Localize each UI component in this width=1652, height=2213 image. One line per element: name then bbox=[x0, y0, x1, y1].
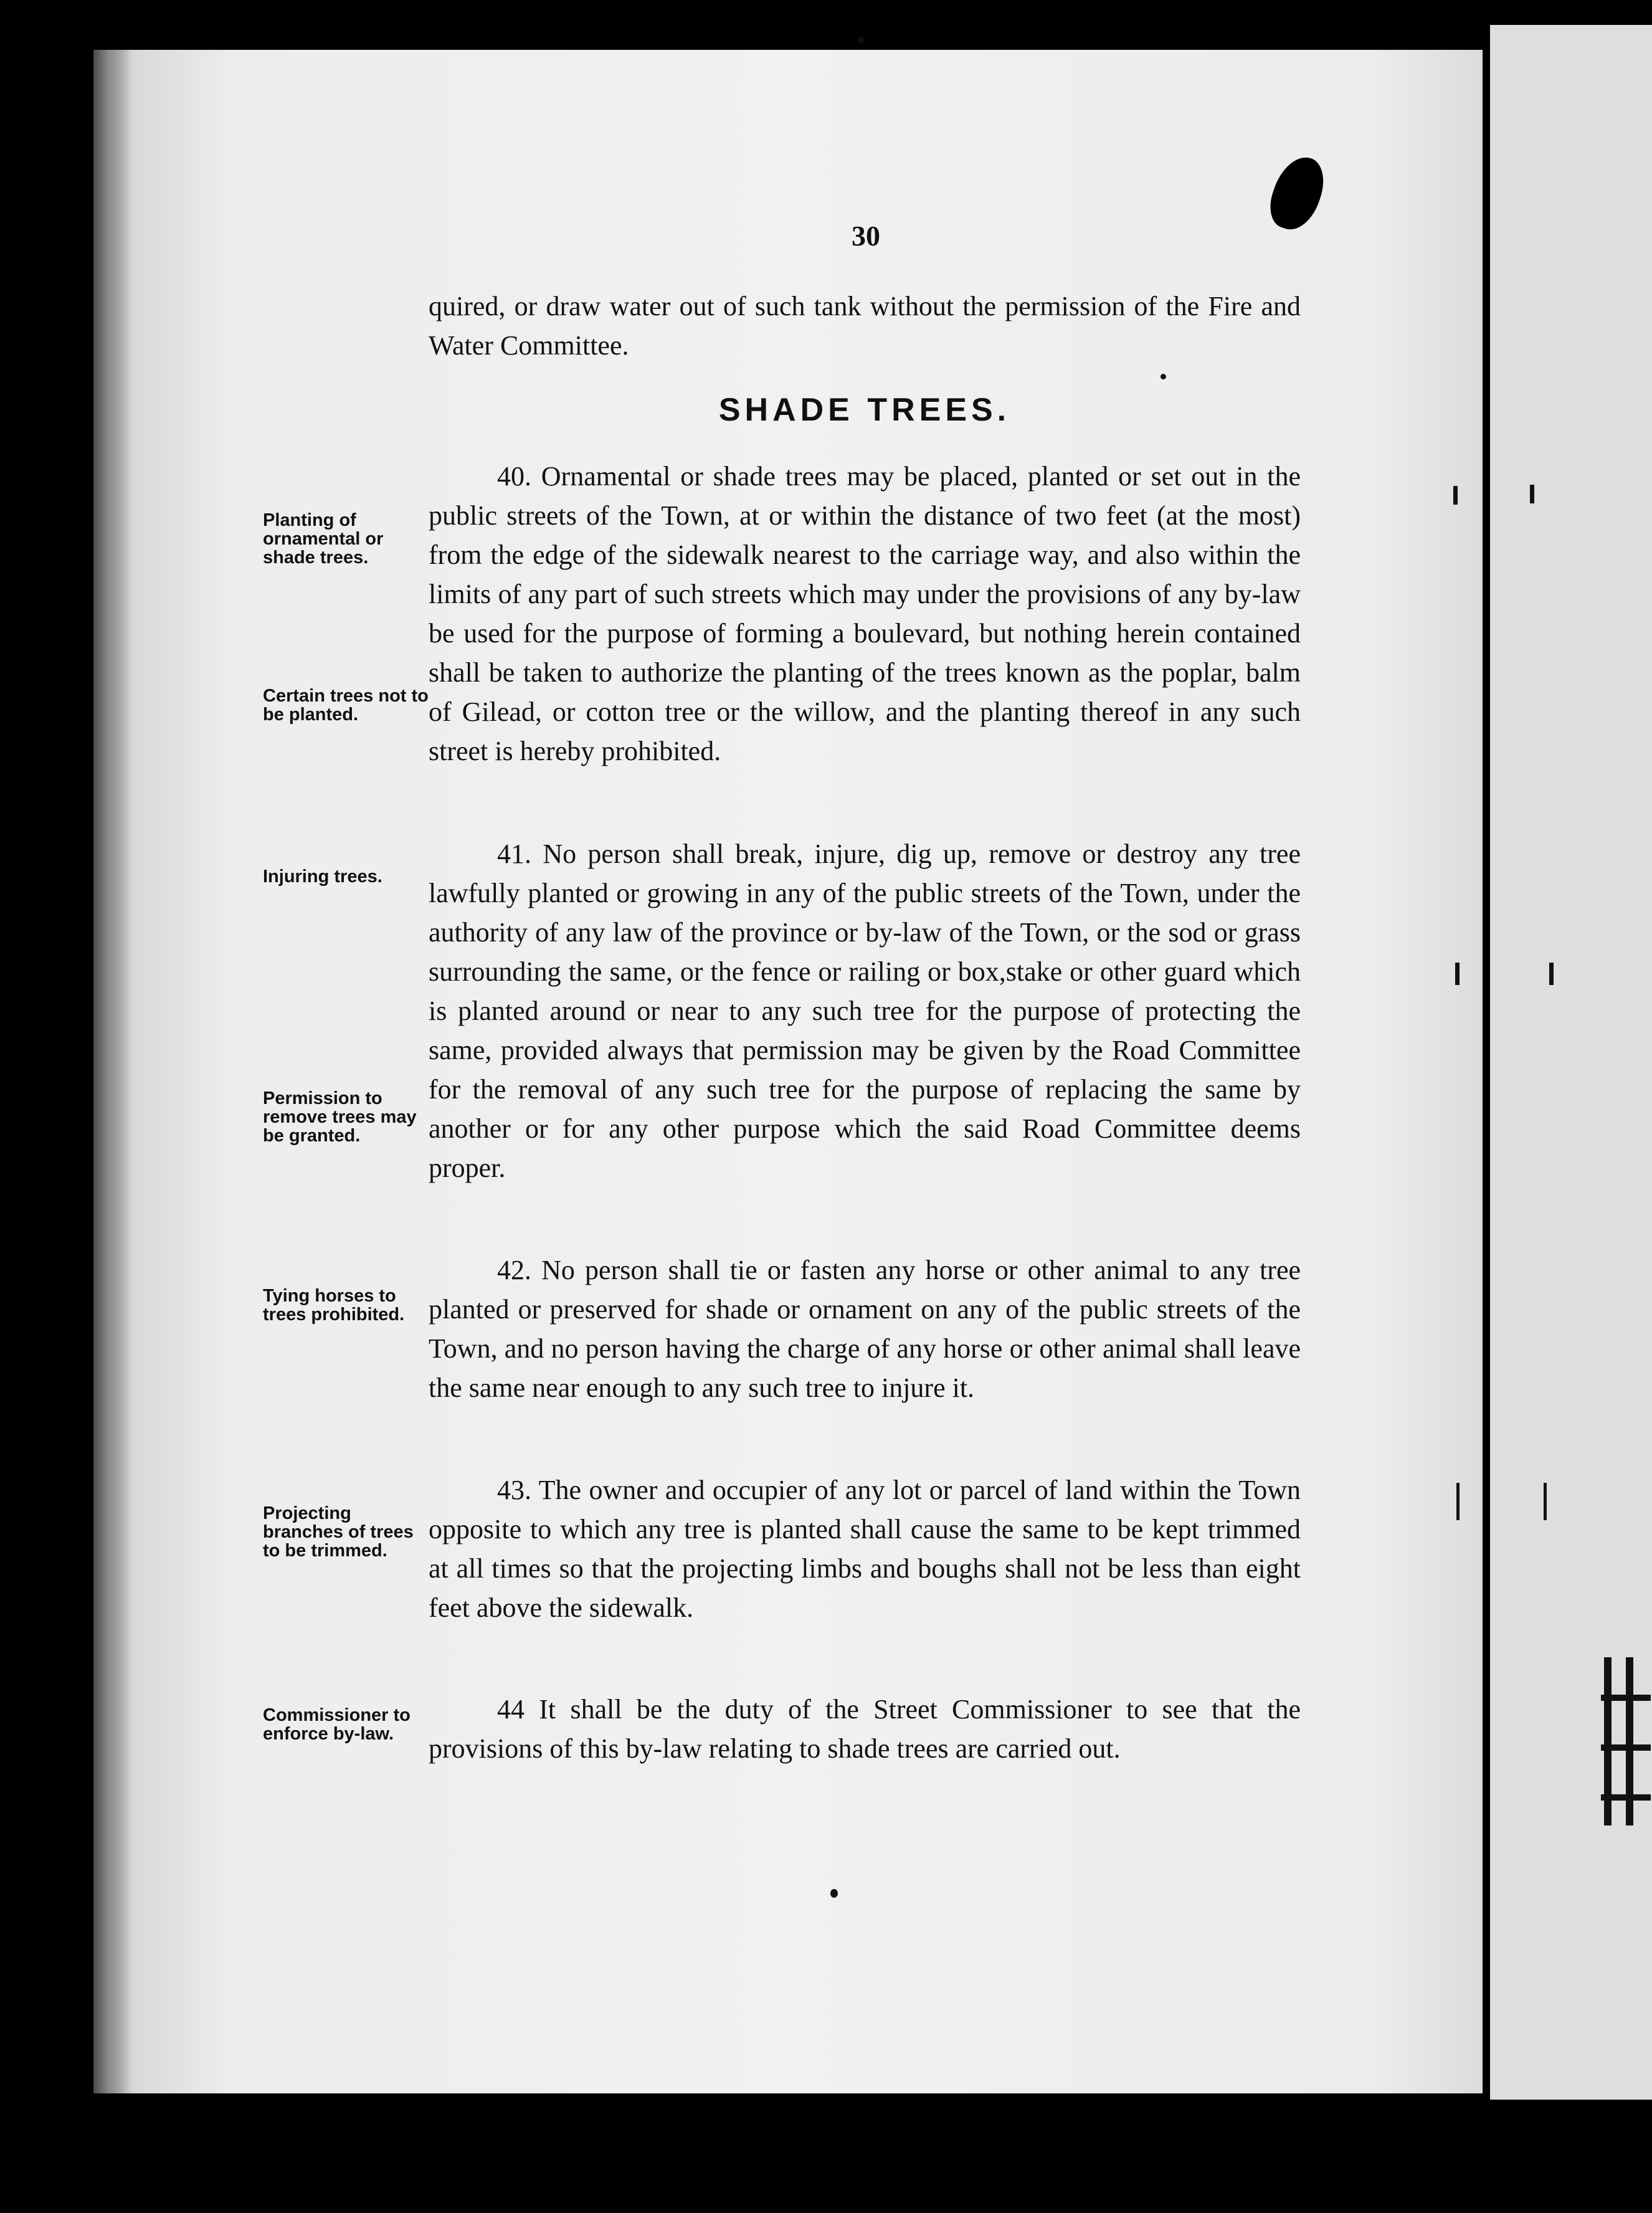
margin-note: Projecting branches of trees to be trimmed. bbox=[263, 1503, 414, 1561]
scan-mark bbox=[1456, 1483, 1460, 1520]
scan-mark bbox=[1601, 1794, 1651, 1801]
section-number: 43. bbox=[497, 1475, 531, 1505]
scan-mark bbox=[1544, 1483, 1547, 1520]
scan-speck bbox=[830, 1889, 838, 1898]
section-40-paragraph bbox=[429, 457, 1301, 771]
margin-note: Injuring trees. bbox=[263, 867, 382, 887]
scan-mark bbox=[1601, 1695, 1651, 1701]
section-43-paragraph bbox=[429, 1470, 1301, 1627]
section-number: 41. bbox=[497, 839, 531, 869]
section-number: 40. bbox=[497, 461, 531, 492]
section-41-paragraph bbox=[429, 834, 1301, 1187]
scan-speck bbox=[1161, 374, 1166, 379]
page-number: 30 bbox=[852, 220, 880, 252]
section-text: It shall be the duty of the Street Commissioner to see that the provisions of this by-law relating to shade trees are carried out. bbox=[429, 1694, 1301, 1764]
section-42-paragraph bbox=[429, 1250, 1301, 1407]
scan-mark bbox=[1601, 1744, 1651, 1751]
section-text: The owner and occupier of any lot or parcel of land within the Town opposite to which any tree is planted shall cause the same to be kept trimmed at all times so that the projecting limbs and boughs shall not be less than eight feet above the sidewalk. bbox=[429, 1475, 1301, 1623]
scan-mark bbox=[1453, 486, 1458, 505]
section-text: Ornamental or shade trees may be placed, planted or set out in the public streets of the Town, at or within the distance of two feet (at the most) from the edge of the sidewalk nearest to the carriage way, and also within the limits of any part of such streets which may under the provisions of any by-law be used for the purpose of forming a boulevard, but nothing herein contained shall be taken to authorize the planting of the trees known as the poplar, balm of Gilead, or cotton tree or the willow, and the planting thereof in any such street is hereby prohibited. bbox=[429, 461, 1301, 766]
section-number: 42. bbox=[497, 1255, 531, 1285]
section-44-paragraph bbox=[429, 1690, 1301, 1768]
scan-mark bbox=[1530, 485, 1534, 503]
margin-note: Planting of ornamental or shade trees. bbox=[263, 510, 384, 568]
section-heading: SHADE TREES. bbox=[718, 392, 1011, 428]
page-binding-shadow bbox=[93, 50, 131, 2093]
scan-speck bbox=[858, 36, 864, 44]
scan-mark bbox=[1549, 963, 1554, 985]
continuation-paragraph: quired, or draw water out of such tank without the permission of the Fire and Water Committee. bbox=[429, 291, 1301, 361]
margin-note: Commissioner to enforce by-law. bbox=[263, 1705, 411, 1744]
margin-note: Permission to remove trees may be granted. bbox=[263, 1088, 417, 1146]
section-text: No person shall tie or fasten any horse or other animal to any tree planted or preserved for shade or ornament on any of the public streets of the Town, and no person having the charge of any horse or other animal shall leave the same near enough to any such tree to injure it. bbox=[429, 1255, 1301, 1403]
section-text: No person shall break, injure, dig up, remove or destroy any tree lawfully planted or growing in any of the public streets of the Town, under the authority of any law of the province or by-law of the Town, or the sod or grass surrounding the same, or the fence or railing or box,stake or other guard which is planted around or near to any such tree for the purpose of protecting the same, provided always that permission may be given by the Road Committee for the removal of any such tree for the purpose of replacing the same by another or for any other purpose which the said Road Committee deems proper. bbox=[429, 839, 1301, 1183]
margin-note: Certain trees not to be planted. bbox=[263, 686, 429, 725]
margin-note: Tying horses to trees prohibited. bbox=[263, 1286, 405, 1325]
scan-mark bbox=[1455, 963, 1460, 985]
section-number: 44 bbox=[497, 1694, 525, 1725]
